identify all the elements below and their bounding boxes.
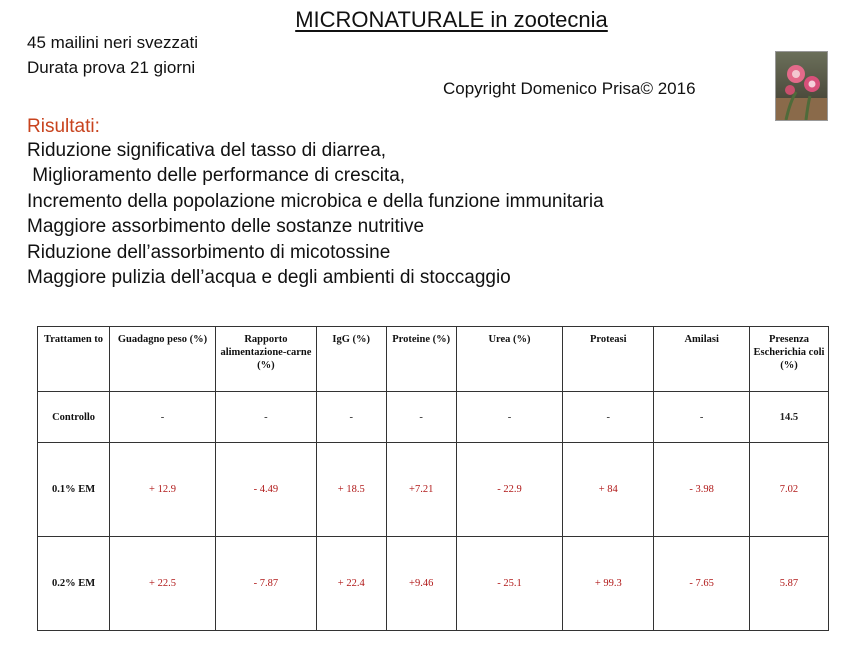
result-line: Riduzione dell’assorbimento di micotossine — [27, 242, 391, 263]
table-cell: - — [654, 392, 750, 443]
table-cell: + 22.4 — [316, 537, 386, 631]
table-cell: + 99.3 — [563, 537, 654, 631]
table-header-row — [38, 327, 829, 392]
table-row — [38, 392, 829, 443]
table-cell: - 7.65 — [654, 537, 750, 631]
header-amilasi: Amilasi — [654, 327, 750, 392]
row-label: 0.2% EM — [38, 537, 110, 631]
header-escherichia-coli: Presenza Escherichia coli (%) — [749, 327, 828, 392]
table-row — [38, 443, 829, 537]
table-cell: - — [110, 392, 216, 443]
header-igg: IgG (%) — [316, 327, 386, 392]
header-rapporto-alimentazione-carne: Rapporto alimentazione-carne (%) — [215, 327, 316, 392]
table-cell: +7.21 — [386, 443, 456, 537]
table-row — [38, 537, 829, 631]
header-proteine: Proteine (%) — [386, 327, 456, 392]
result-line: Incremento della popolazione microbica e della funzione immunitaria — [27, 191, 604, 212]
result-line: Miglioramento delle performance di crescita, — [27, 165, 406, 186]
table-cell: - — [386, 392, 456, 443]
header-guadagno-peso: Guadagno peso (%) — [110, 327, 216, 392]
table-cell: - — [456, 392, 562, 443]
page-title: MICRONATURALE in zootecnia — [295, 7, 608, 32]
header-proteasi: Proteasi — [563, 327, 654, 392]
table-cell: +9.46 — [386, 537, 456, 631]
table-cell: - 25.1 — [456, 537, 562, 631]
result-line: Riduzione significativa del tasso di diarrea, — [27, 140, 387, 161]
subtitle-pigs: 45 mailini neri svezzati — [27, 33, 199, 52]
row-label: Controllo — [38, 392, 110, 443]
table-cell: - 7.87 — [215, 537, 316, 631]
table-cell: + 22.5 — [110, 537, 216, 631]
copyright-text: Copyright Domenico Prisa© 2016 — [443, 79, 696, 98]
table-cell: - 3.98 — [654, 443, 750, 537]
row-label: 0.1% EM — [38, 443, 110, 537]
header-urea: Urea (%) — [456, 327, 562, 392]
subtitle-duration: Durata prova 21 giorni — [27, 58, 196, 77]
results-heading: Risultati: — [27, 116, 100, 137]
table-cell: + 12.9 — [110, 443, 216, 537]
flower-icon — [776, 52, 827, 120]
table-cell: + 18.5 — [316, 443, 386, 537]
table-cell: - — [215, 392, 316, 443]
table-cell: 5.87 — [749, 537, 828, 631]
result-line: Maggiore pulizia dell’acqua e degli ambienti di stoccaggio — [27, 267, 511, 288]
table-cell: - 22.9 — [456, 443, 562, 537]
table-cell: - 4.49 — [215, 443, 316, 537]
result-line: Maggiore assorbimento delle sostanze nutritive — [27, 216, 425, 237]
flower-photo — [775, 51, 828, 121]
table-cell: 14.5 — [749, 392, 828, 443]
table-cell: - — [316, 392, 386, 443]
results-table — [37, 326, 829, 631]
header-trattamento: Trattamen to — [38, 327, 110, 392]
table-cell: + 84 — [563, 443, 654, 537]
table-cell: - — [563, 392, 654, 443]
table-cell: 7.02 — [749, 443, 828, 537]
